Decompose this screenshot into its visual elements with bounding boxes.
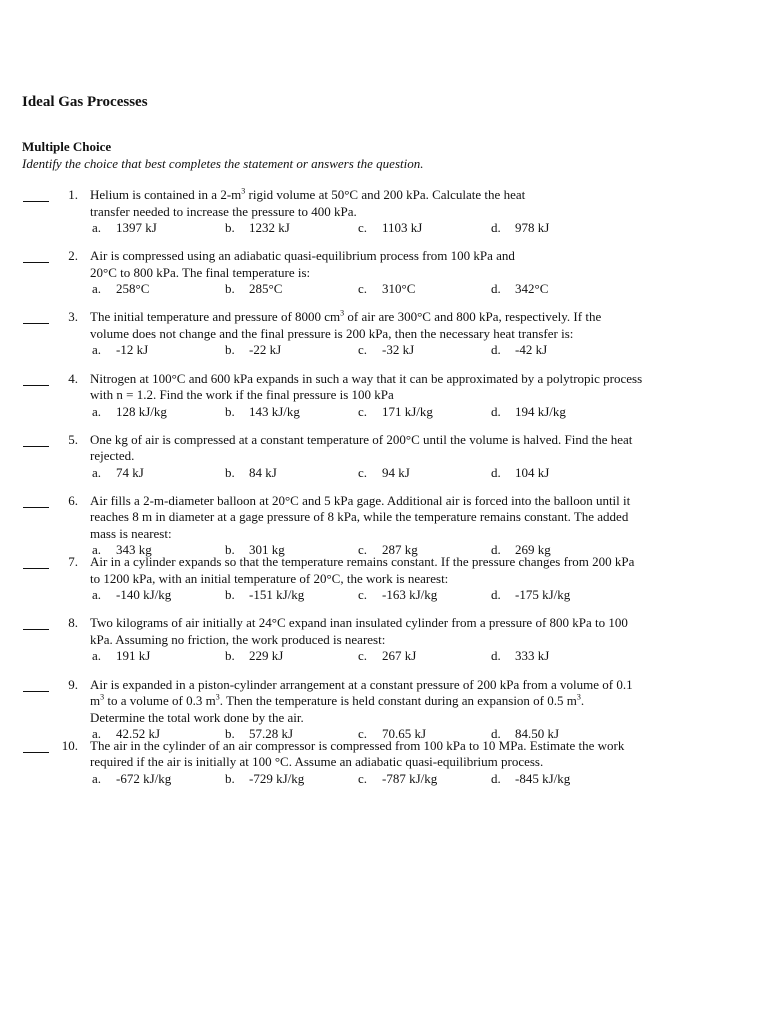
- question-number: 7.: [68, 554, 78, 570]
- choice-text: 342°C: [515, 281, 549, 297]
- choice-text: -787 kJ/kg: [382, 770, 438, 786]
- choice-letter: a.: [92, 342, 102, 358]
- question-text-line: One kg of air is compressed at a constant temperature of 200°C until the volume is halved. Find the heat: [90, 431, 633, 447]
- question-body: [90, 187, 690, 237]
- choice-letter: a.: [92, 281, 102, 297]
- question-number: 1.: [68, 187, 78, 202]
- choice-letter: d.: [491, 648, 501, 664]
- choice-text: 1103 kJ: [382, 220, 423, 235]
- choice-text: 194 kJ/kg: [515, 403, 566, 419]
- choice-text: -175 kJ/kg: [515, 587, 571, 603]
- answer-choice[interactable]: [90, 342, 223, 359]
- answer-choice[interactable]: [356, 587, 489, 604]
- choice-text: -163 kJ/kg: [382, 587, 438, 603]
- question-text-line: required if the air is initially at 100 °C. Assume an adiabatic quasi-equilibrium process.: [90, 754, 544, 770]
- question-number: 6.: [68, 492, 78, 508]
- choice-letter: c.: [358, 770, 368, 786]
- question-text-line: Air is compressed using an adiabatic quasi-equilibrium process from 100 kPa and: [90, 248, 515, 264]
- choice-letter: c.: [358, 587, 368, 603]
- answer-choice[interactable]: [356, 404, 489, 421]
- choice-text: 285°C: [249, 281, 283, 297]
- question-body: [90, 615, 690, 665]
- choice-letter: a.: [92, 403, 102, 419]
- choice-text: -845 kJ/kg: [515, 770, 571, 786]
- answer-choices: [90, 587, 690, 604]
- answer-choice[interactable]: [489, 587, 622, 604]
- question-body: [90, 493, 690, 559]
- answer-choice[interactable]: [90, 587, 223, 604]
- question-text-line: transfer needed to increase the pressure to 400 kPa.: [90, 203, 357, 219]
- question-body: [90, 677, 690, 743]
- choice-letter: c.: [358, 648, 368, 664]
- question-number: 9.: [68, 676, 78, 692]
- answer-choice[interactable]: [223, 771, 356, 788]
- choice-text: -42 kJ: [515, 342, 548, 358]
- answer-choice[interactable]: [223, 281, 356, 298]
- choice-text: -32 kJ: [382, 342, 415, 358]
- answer-choices: [90, 220, 690, 237]
- question-text-line: Air in a cylinder expands so that the temperature remains constant. If the pressure changes from 200 kPa: [90, 554, 635, 570]
- choice-letter: a.: [92, 542, 102, 558]
- answer-blank[interactable]: [23, 617, 49, 630]
- question-body: [90, 554, 690, 604]
- choice-text: -140 kJ/kg: [116, 587, 172, 603]
- answer-choices: [90, 771, 690, 788]
- question-number: 3.: [68, 309, 78, 325]
- question-text-line: Air is expanded in a piston-cylinder arrangement at a constant pressure of 200 kPa from a volume of 0.1: [90, 676, 633, 692]
- choice-letter: a.: [92, 770, 102, 786]
- answer-blank[interactable]: [23, 189, 49, 202]
- question-text-line: $m^3$ to a volume of 0.3 $m^3$. Then the temperature is held constant during an expansion of 0.5 $m^3$.: [90, 692, 585, 708]
- choice-text: 74 kJ: [116, 464, 144, 480]
- question-text-line: The initial temperature and pressure of 8000 $cm^3$ of air are 300°C and 800 kPa, respectively. If the: [90, 309, 602, 325]
- choice-letter: d.: [491, 281, 501, 297]
- choice-text: 143 kJ/kg: [249, 403, 300, 419]
- choice-text: 978 kJ: [515, 220, 550, 235]
- choice-text: 287 kg: [382, 542, 418, 558]
- choice-text: 269 kg: [515, 542, 551, 558]
- answer-choice[interactable]: [489, 771, 622, 788]
- choice-letter: a.: [92, 726, 102, 741]
- choice-text: 84.50 kJ: [515, 726, 560, 741]
- choice-text: 229 kJ: [249, 648, 284, 664]
- choice-letter: b.: [225, 464, 235, 480]
- question-number: 4.: [68, 370, 78, 386]
- answer-choice[interactable]: [489, 465, 622, 482]
- answer-blank[interactable]: [23, 740, 49, 753]
- choice-letter: a.: [92, 464, 102, 480]
- answer-choices: [90, 281, 690, 298]
- answer-choices: [90, 648, 690, 665]
- answer-choice[interactable]: [90, 648, 223, 665]
- question-text-line: Helium is contained in a $2-m^3$ rigid volume at 50°C and 200 kPa. Calculate the heat: [90, 186, 526, 202]
- choice-letter: c.: [358, 542, 368, 558]
- answer-choice[interactable]: [356, 220, 489, 237]
- choice-text: 94 kJ: [382, 464, 410, 480]
- question-3: [0, 309, 768, 370]
- question-text-line: kPa. Assuming no friction, the work produced is nearest:: [90, 631, 386, 647]
- answer-choice[interactable]: [223, 342, 356, 359]
- question-text-line: to 1200 kPa, with an initial temperature of 20°C, the work is nearest:: [90, 570, 449, 586]
- choice-text: 301 kg: [249, 542, 285, 558]
- choice-letter: d.: [491, 770, 501, 786]
- choice-letter: d.: [491, 342, 501, 358]
- choice-letter: b.: [225, 281, 235, 297]
- choice-text: 1232 kJ: [249, 220, 290, 235]
- choice-letter: c.: [358, 726, 368, 741]
- choice-letter: c.: [358, 403, 368, 419]
- question-body: [90, 432, 690, 482]
- question-4: [0, 371, 768, 432]
- answer-choice[interactable]: [489, 342, 622, 359]
- choice-letter: c.: [358, 220, 368, 235]
- choice-text: 57.28 kJ: [249, 726, 294, 741]
- question-text-line: 20°C to 800 kPa. The final temperature is:: [90, 264, 311, 280]
- answer-blank[interactable]: [23, 556, 49, 569]
- answer-blank[interactable]: [23, 311, 49, 324]
- answer-choice[interactable]: [356, 648, 489, 665]
- choice-text: 191 kJ: [116, 648, 151, 664]
- answer-choice[interactable]: [90, 404, 223, 421]
- choice-letter: a.: [92, 587, 102, 603]
- choice-text: 333 kJ: [515, 648, 550, 664]
- question-number: 5.: [68, 431, 78, 447]
- choice-letter: c.: [358, 342, 368, 358]
- answer-choice[interactable]: [489, 281, 622, 298]
- choice-letter: b.: [225, 648, 235, 664]
- choice-text: -729 kJ/kg: [249, 770, 305, 786]
- answer-choice[interactable]: [223, 220, 356, 237]
- question-9: [0, 676, 768, 741]
- choice-letter: b.: [225, 220, 235, 235]
- choice-letter: c.: [358, 281, 368, 297]
- question-text-line: reaches 8 m in diameter at a gage pressure of 8 kPa, while the temperature remains constant. The added: [90, 509, 629, 525]
- question-body: [90, 371, 690, 421]
- answer-choice[interactable]: [223, 404, 356, 421]
- answer-blank[interactable]: [23, 434, 49, 447]
- choice-text: 70.65 kJ: [382, 726, 427, 741]
- choice-letter: d.: [491, 403, 501, 419]
- answer-choices: [90, 404, 690, 421]
- choice-text: -151 kJ/kg: [249, 587, 305, 603]
- answer-choice[interactable]: [489, 220, 622, 237]
- answer-blank[interactable]: [23, 373, 49, 386]
- question-text-line: Two kilograms of air initially at 24°C expand inan insulated cylinder from a pressure of 800 kPa to 100: [90, 615, 628, 631]
- question-body: [90, 309, 690, 359]
- answer-choice[interactable]: [90, 220, 223, 237]
- section-heading: Multiple Choice: [22, 139, 112, 154]
- answer-choice[interactable]: [223, 587, 356, 604]
- question-text-line: The air in the cylinder of an air compressor is compressed from 100 kPa to 10 MPa. Estimate the work: [90, 737, 625, 753]
- choice-letter: d.: [491, 464, 501, 480]
- choice-letter: d.: [491, 220, 501, 235]
- answer-choice[interactable]: [356, 771, 489, 788]
- question-body: [90, 738, 690, 788]
- answer-blank[interactable]: [23, 495, 49, 508]
- question-10: [0, 738, 768, 799]
- answer-choices: [90, 342, 690, 359]
- answer-choice[interactable]: [90, 465, 223, 482]
- question-number: 8.: [68, 615, 78, 631]
- answer-choice[interactable]: [489, 404, 622, 421]
- choice-text: -12 kJ: [116, 342, 149, 358]
- question-5: [0, 432, 768, 493]
- question-body: [90, 248, 690, 298]
- answer-blank[interactable]: [23, 250, 49, 263]
- choice-letter: a.: [92, 648, 102, 664]
- section-instructions: Identify the choice that best completes the statement or answers the question.: [22, 156, 424, 171]
- answer-blank[interactable]: [23, 679, 49, 692]
- answer-choice[interactable]: [356, 342, 489, 359]
- question-text-line: mass is nearest:: [90, 525, 172, 541]
- choice-text: 1397 kJ: [116, 220, 157, 235]
- choice-letter: b.: [225, 342, 235, 358]
- choice-letter: d.: [491, 726, 501, 741]
- choice-letter: b.: [225, 542, 235, 558]
- choice-letter: b.: [225, 726, 235, 741]
- answer-choice[interactable]: [489, 648, 622, 665]
- question-text-line: volume does not change and the final pressure is 200 kPa, then the necessary heat transfer is:: [90, 325, 574, 341]
- choice-text: 128 kJ/kg: [116, 403, 167, 419]
- choice-text: 258°C: [116, 281, 150, 297]
- question-8: [0, 615, 768, 676]
- choice-text: 171 kJ/kg: [382, 403, 433, 419]
- choice-text: 267 kJ: [382, 648, 417, 664]
- choice-text: 42.52 kJ: [116, 726, 161, 741]
- question-1: [0, 187, 768, 248]
- choice-text: 104 kJ: [515, 464, 550, 480]
- choice-letter: c.: [358, 464, 368, 480]
- answer-choice[interactable]: [356, 281, 489, 298]
- choice-text: 343 kg: [116, 542, 152, 558]
- question-text-line: with n = 1.2. Find the work if the final pressure is 100 kPa: [90, 387, 394, 403]
- question-text-line: Determine the total work done by the air.: [90, 709, 304, 725]
- question-number: 2.: [68, 248, 78, 264]
- answer-choices: [90, 465, 690, 482]
- question-list: [0, 187, 768, 799]
- answer-choice[interactable]: [90, 281, 223, 298]
- choice-letter: b.: [225, 587, 235, 603]
- choice-letter: d.: [491, 587, 501, 603]
- choice-text: 84 kJ: [249, 464, 277, 480]
- choice-letter: b.: [225, 403, 235, 419]
- answer-choice[interactable]: [356, 465, 489, 482]
- choice-text: 310°C: [382, 281, 416, 297]
- question-7: [0, 554, 768, 615]
- question-number: 10.: [61, 737, 78, 753]
- choice-text: -672 kJ/kg: [116, 770, 172, 786]
- question-text-line: Nitrogen at 100°C and 600 kPa expands in such a way that it can be approximated by a polytropic process: [90, 370, 643, 386]
- choice-text: -22 kJ: [249, 342, 282, 358]
- answer-choice[interactable]: [90, 771, 223, 788]
- answer-choice[interactable]: [223, 465, 356, 482]
- question-text-line: Air fills a 2-m-diameter balloon at 20°C and 5 kPa gage. Additional air is forced into the balloon until it: [90, 492, 631, 508]
- question-2: [0, 248, 768, 309]
- choice-letter: d.: [491, 542, 501, 558]
- page-title: Ideal Gas Processes: [22, 94, 148, 110]
- choice-letter: a.: [92, 220, 102, 235]
- question-6: [0, 492, 768, 558]
- question-text-line: rejected.: [90, 448, 135, 464]
- choice-letter: b.: [225, 770, 235, 786]
- answer-choice[interactable]: [223, 648, 356, 665]
